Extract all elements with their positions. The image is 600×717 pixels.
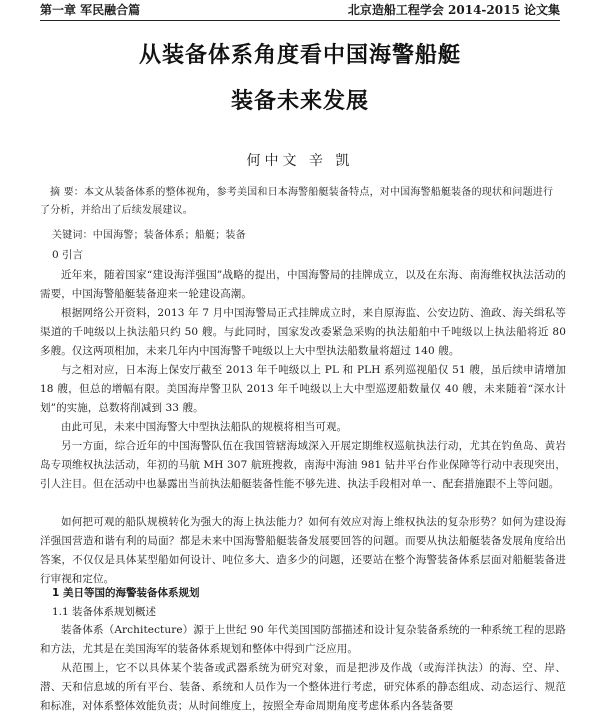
paragraph-7: 装备体系（Architecture）源于上世纪 90 年代美国国防部描述和设计复杂装备系统的一种系统工程的思路和方法，尤其是在美国海军的装备体系规划和整体中得到广泛应用。 <box>40 624 566 655</box>
paper-title-line-2: 装备未来发展 <box>230 89 369 114</box>
keywords: 关键词：中国海警；装备体系；船艇；装备 <box>52 230 246 241</box>
paragraph-2: 根据网络公开资料，2013 年 7 月中国海警局正式挂牌成立时，来自原海监、公安边防、渔政、海关缉私等渠道的千吨级以上执法船只约 50 艘。与此同时，国家发改委紧急采购的执法船舶中千吨级以上执法船将近 80 多艘。仅这两项相加，未来几年内中国海警千吨级以上大中型执法船数量将超过 140 艘。 <box>40 307 566 357</box>
paragraph-1: 近年来，随着国家“建设海洋强国”战略的提出，中国海警局的挂牌成立，以及在东海、南海维权执法活动的需要，中国海警船艇装备迎来一轮建设高潮。 <box>40 269 566 300</box>
running-header <box>40 2 560 18</box>
paper-title-line-1: 从装备体系角度看中国海警船艇 <box>138 43 461 68</box>
section-heading-intro: 0 引言 <box>52 249 84 261</box>
paragraph-3: 与之相对应，日本海上保安厅截至 2013 年千吨级以上 PL 和 PLH 系列巡视船仅 51 艘，虽后续申请增加 18 艘，但总的增幅有限。美国海岸警卫队 2013 年千吨级以上大中型巡逻船数量仅 40 艘，未来随着“深水计划”的实施，总数将削减到 33 艘。 <box>40 364 566 414</box>
header-rule <box>40 20 560 21</box>
header-journal: 北京造船工程学会 2014-2015 论文集 <box>347 3 560 17</box>
header-chapter: 第一章 军民融合篇 <box>40 3 141 17</box>
subsection-heading-1-1: 1.1 装备体系规划概述 <box>52 606 157 618</box>
paragraph-8: 从范围上，它不以具体某个装备或武器系统为研究对象，而是把涉及作战（或海洋执法）的海、空、岸、潜、天和信息域的所有平台、装备、系统和人员作为一个整体进行考虑，研究体系的静态组成、动态运行、规范和标准，对体系整体效能负责；从时间维度上，按照全寿命周期角度考虑体系内各装备要 <box>40 662 566 712</box>
paragraph-4: 由此可见，未来中国海警大中型执法船队的规模将相当可观。 <box>61 421 348 433</box>
paragraph-5: 另一方面，综合近年的中国海警队伍在我国管辖海域深入开展定期维权巡航执法行动，尤其在钓鱼岛、黄岩岛专项维权执法活动，年初的马航 MH 307 航班搜救，南海中海油 981 钻井平台作业保障等行动中表现突出，引人注目。但在活动中也暴露出当前执法船艇装备性能不够先进、执法手段相对单一、配套措施跟不上等问题。 <box>40 440 566 490</box>
paragraph-6: 如何把可观的船队规模转化为强大的海上执法能力？如何有效应对海上维权执法的复杂形势？如何为建设海洋强国营造和谐有利的局面？都是未来中国海警船艇装备发展要回答的问题。而要从执法船艇装备发展角度给出答案，不仅仅是具体某型船如何设计、吨位多大、造多少的问题，还要站在整个海警装备体系层面对船艇装备进行审视和定位。 <box>40 516 566 585</box>
section-heading-1: 1 美日等国的海警装备体系规划 <box>52 587 200 599</box>
abstract: 摘 要：本文从装备体系的整体视角，参考美国和日本海警船艇装备特点，对中国海警船艇装备的现状和问题进行了分析，并给出了后续发展建议。 <box>40 187 554 216</box>
authors: 何中文 辛 凯 <box>246 153 354 169</box>
